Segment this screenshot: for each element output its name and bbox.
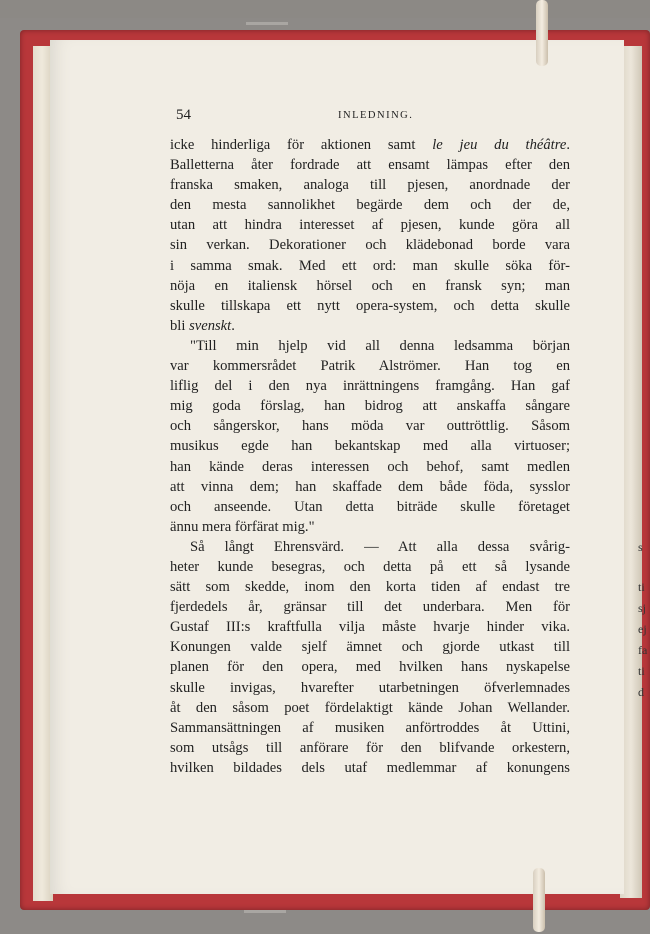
text-segment: bli xyxy=(170,317,190,334)
text-line: skulle invigas, hvarefter utarbetningen öfverlemnades xyxy=(170,679,570,696)
text-line: mig goda förslag, han bidrog att anskaffa sångare xyxy=(170,398,570,415)
body-text xyxy=(170,135,570,778)
text-line: att vinna dem; han skaffade dem både föda, sysslor xyxy=(170,478,570,495)
facing-page-fragment: ej xyxy=(638,622,647,636)
text-line: Så långt Ehrensvärd. — Att alla dessa svårig- xyxy=(190,538,570,555)
text-line: liflig del i den nya inrättningens framgång. Han gaf xyxy=(170,378,570,395)
facing-page-fragment: s xyxy=(638,540,643,554)
text-line: nöja en italiensk hörsel och en fransk syn; man xyxy=(170,277,570,294)
text-line: franska smaken, analoga till pjesen, anordnade der xyxy=(170,177,570,194)
text-line xyxy=(170,316,570,336)
facing-page-fragment: sj xyxy=(638,601,647,615)
text-line: skulle tillskapa ett nytt opera-system, och detta skulle xyxy=(170,297,570,314)
scanner-background xyxy=(0,0,650,18)
text-line: planen för den opera, med hvilken hans nyskapelse xyxy=(170,659,570,676)
italic-text: svenskt xyxy=(189,317,232,334)
text-line: heter kunde besegras, och detta på ett så lysande xyxy=(170,558,570,575)
facing-page-fragment: d xyxy=(638,685,644,699)
text-line: i samma smak. Med ett ord: man skulle söka för- xyxy=(170,257,570,274)
text-line: sätt som skedde, inom den korta tiden af endast tre xyxy=(170,579,570,596)
text-line: ännu mera förfärat mig." xyxy=(170,518,315,535)
text-line: hvilken bildades dels utaf medlemmar af konungens xyxy=(170,759,570,776)
text-line: och anseende. Utan detta biträde skulle företaget xyxy=(170,498,570,515)
text-segment: . xyxy=(566,137,570,153)
scan-mark xyxy=(246,22,288,25)
text-line xyxy=(170,135,570,155)
text-line: var kommersrådet Patrik Alströmer. Han tog en xyxy=(170,358,570,375)
text-line: den mesta sannolikhet begärde dem och der de, xyxy=(170,197,570,214)
bookmark-ribbon-top xyxy=(536,0,548,66)
text-segment: icke hinderliga för aktionen samt xyxy=(170,137,433,153)
text-line: som utsågs till anförare för den blifvande orkestern, xyxy=(170,739,570,756)
text-line: och sångerskor, hans möda var outtröttlig. Såsom xyxy=(170,418,570,435)
text-line: åt den såsom poet fördelaktigt kände Johan Wellander. xyxy=(170,699,570,716)
facing-page-fragment: fa xyxy=(638,643,648,657)
text-line: utan att hindra interesset af pjesen, kunde göra all xyxy=(170,217,570,234)
scan-mark xyxy=(244,910,286,913)
text-segment: . xyxy=(231,317,235,334)
text-line: Sammansättningen af musiken anförtroddes åt Uttini, xyxy=(170,719,570,736)
facing-page-fragment: ti xyxy=(638,664,645,678)
running-head: INLEDNING. xyxy=(338,110,414,121)
bookmark-ribbon-bottom xyxy=(533,868,545,932)
text-line: Gustaf III:s kraftfulla vilja måste hvarje hinder vika. xyxy=(170,619,570,636)
italic-text: le jeu du théâtre xyxy=(432,137,567,153)
page-number: 54 xyxy=(176,107,191,123)
text-line: fjerdedels år, gränsar till det underbara. Men för xyxy=(170,599,570,616)
text-line: han kände deras interessen och behof, samt medlen xyxy=(170,458,570,475)
text-line: "Till min hjelp vid all denna ledsamma början xyxy=(190,337,570,354)
text-line: Konungen valde sjelf ämnet och gjorde utkast till xyxy=(170,639,570,656)
text-line: musikus egde han bekantskap med alla virtuoser; xyxy=(170,438,570,455)
text-line: sin verkan. Dekorationer och klädebonad borde vara xyxy=(170,237,570,254)
page-header xyxy=(176,107,570,127)
facing-page-fragment: ti xyxy=(638,580,645,594)
text-line: Balletterna åter fordrade att ensamt lämpas efter den xyxy=(170,157,570,174)
